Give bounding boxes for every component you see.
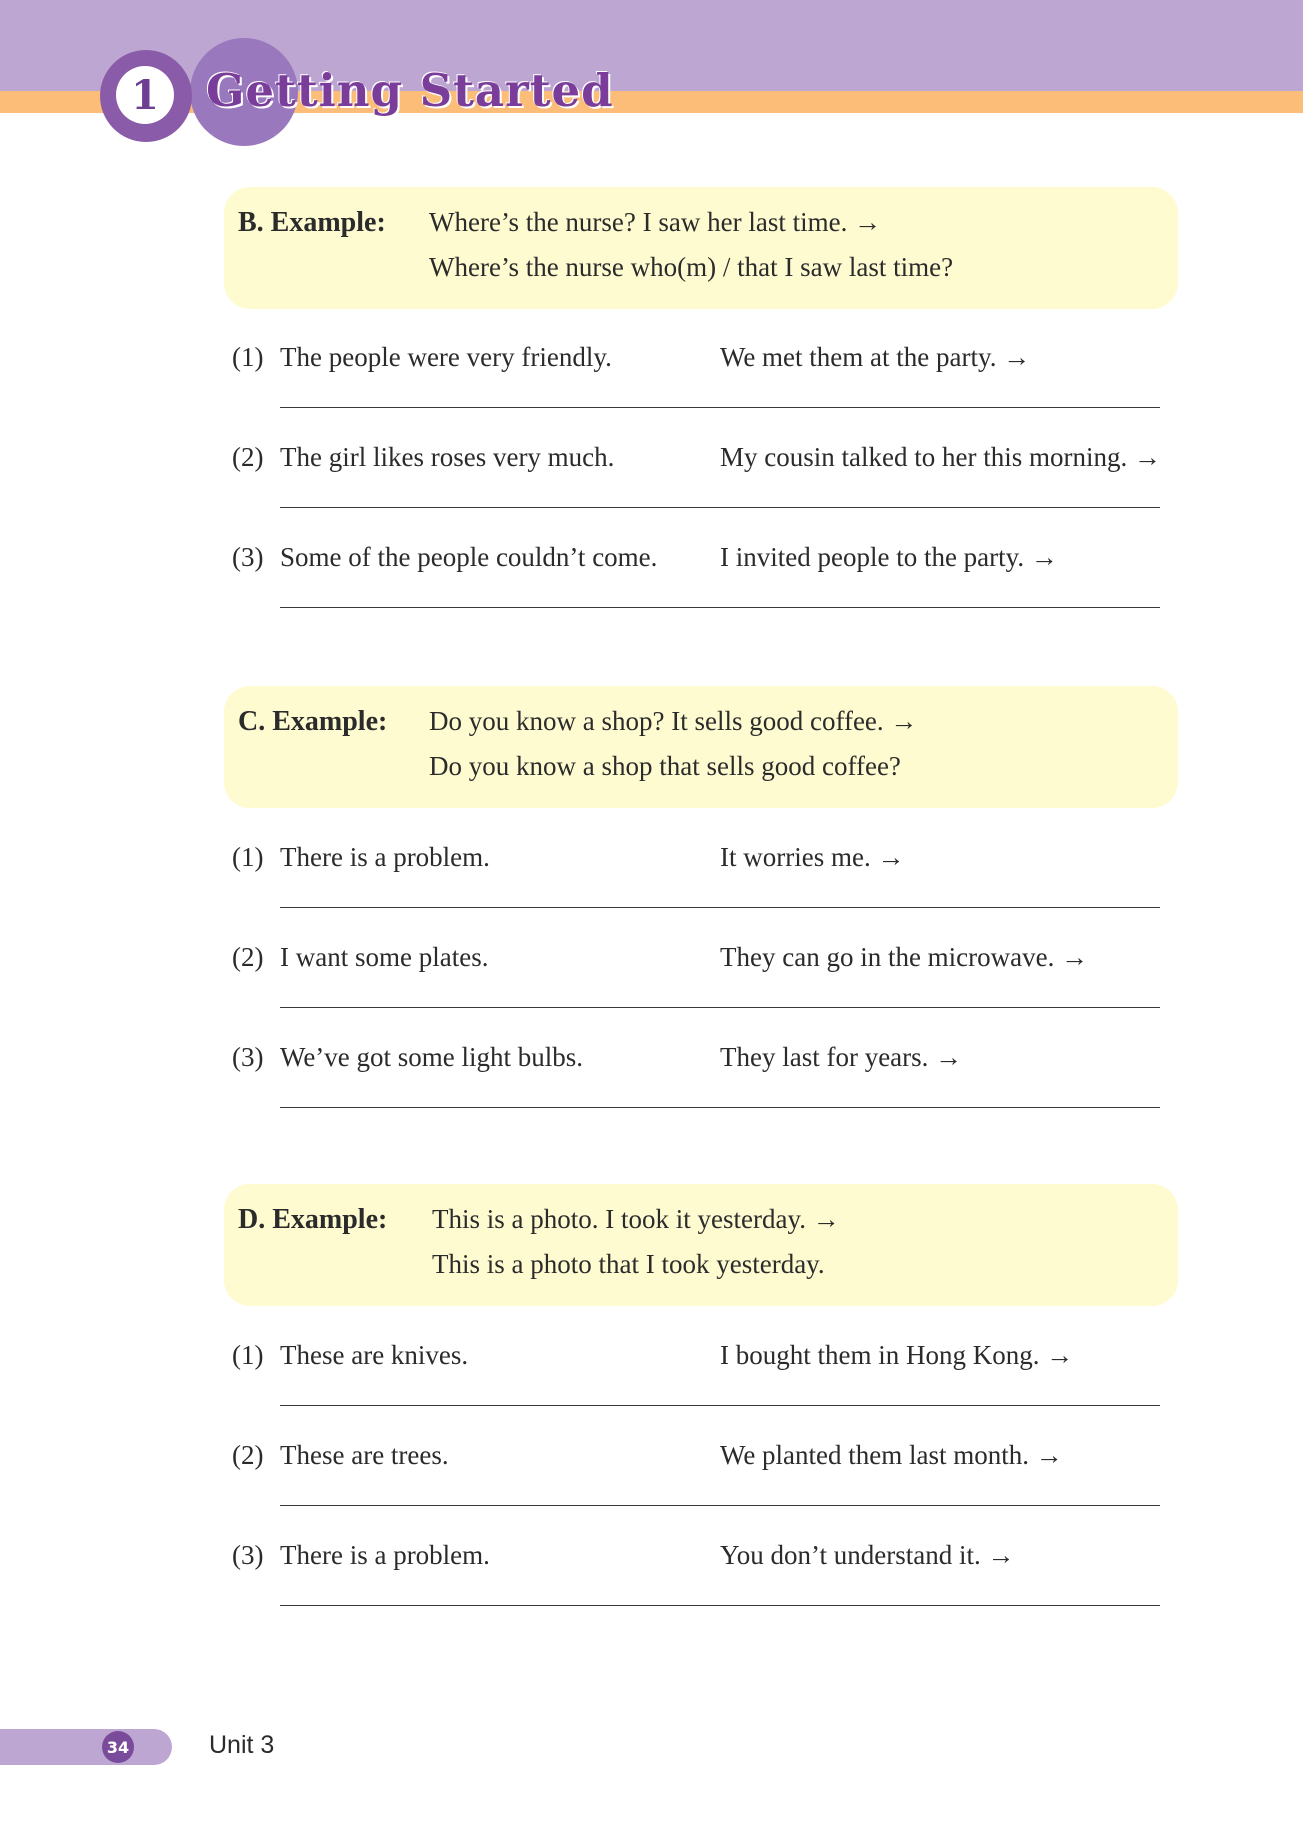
answer-line[interactable]	[280, 407, 1160, 408]
example-label: C. Example:	[238, 706, 388, 737]
question-c2	[232, 942, 1172, 1042]
example-line: This is a photo. I took it yesterday. →	[432, 1204, 840, 1234]
question-b2	[232, 442, 1172, 542]
page-number: 34	[102, 1731, 134, 1763]
answer-line[interactable]	[280, 607, 1160, 608]
example-box-d	[224, 1184, 1178, 1306]
question-sentence-2: We met them at the party. →	[720, 342, 1031, 372]
question-number: (2)	[232, 942, 264, 972]
answer-line[interactable]	[280, 1505, 1160, 1506]
question-sentence-2: I invited people to the party. →	[720, 542, 1058, 572]
question-sentence-1: These are knives.	[280, 1340, 469, 1370]
question-sentence-1: I want some plates.	[280, 942, 489, 972]
question-sentence-2: We planted them last month. →	[720, 1440, 1063, 1470]
answer-line[interactable]	[280, 1107, 1160, 1108]
question-number: (3)	[232, 1042, 264, 1072]
question-d2	[232, 1440, 1172, 1540]
example-box-b	[224, 187, 1178, 309]
answer-line[interactable]	[280, 1405, 1160, 1406]
example-label: B. Example:	[238, 207, 386, 238]
question-sentence-2: I bought them in Hong Kong. →	[720, 1340, 1074, 1370]
question-b1	[232, 342, 1172, 442]
question-sentence-1: Some of the people couldn’t come.	[280, 542, 658, 572]
unit-badge-number: 1	[116, 66, 174, 124]
question-sentence-2: You don’t understand it. →	[720, 1540, 1015, 1570]
example-answer: Where’s the nurse who(m) / that I saw last time?	[429, 252, 954, 282]
question-sentence-2: It worries me. →	[720, 842, 905, 872]
question-c1	[232, 842, 1172, 942]
example-line: Do you know a shop? It sells good coffee. →	[429, 706, 918, 736]
question-number: (2)	[232, 442, 264, 472]
question-sentence-2: My cousin talked to her this morning. →	[720, 442, 1161, 472]
question-sentence-1: These are trees.	[280, 1440, 449, 1470]
question-d3	[232, 1540, 1172, 1640]
question-number: (2)	[232, 1440, 264, 1470]
example-answer: Do you know a shop that sells good coffee?	[429, 751, 901, 781]
question-number: (1)	[232, 342, 264, 372]
page-title: Getting Started	[206, 64, 614, 117]
question-sentence-1: There is a problem.	[280, 842, 490, 872]
question-number: (3)	[232, 542, 264, 572]
question-b3	[232, 542, 1172, 642]
answer-line[interactable]	[280, 1007, 1160, 1008]
example-box-c	[224, 686, 1178, 808]
question-sentence-1: The girl likes roses very much.	[280, 442, 615, 472]
unit-label: Unit 3	[209, 1731, 275, 1759]
example-answer: This is a photo that I took yesterday.	[432, 1249, 825, 1279]
question-sentence-1: The people were very friendly.	[280, 342, 612, 372]
example-label: D. Example:	[238, 1204, 388, 1235]
example-line: Where’s the nurse? I saw her last time. →	[429, 207, 882, 237]
answer-line[interactable]	[280, 507, 1160, 508]
question-sentence-1: We’ve got some light bulbs.	[280, 1042, 584, 1072]
question-number: (3)	[232, 1540, 264, 1570]
question-c3	[232, 1042, 1172, 1142]
question-sentence-1: There is a problem.	[280, 1540, 490, 1570]
question-d1	[232, 1340, 1172, 1440]
answer-line[interactable]	[280, 907, 1160, 908]
question-number: (1)	[232, 1340, 264, 1370]
answer-line[interactable]	[280, 1605, 1160, 1606]
question-sentence-2: They can go in the microwave. →	[720, 942, 1089, 972]
question-number: (1)	[232, 842, 264, 872]
question-sentence-2: They last for years. →	[720, 1042, 963, 1072]
footer-tab	[0, 1729, 172, 1765]
